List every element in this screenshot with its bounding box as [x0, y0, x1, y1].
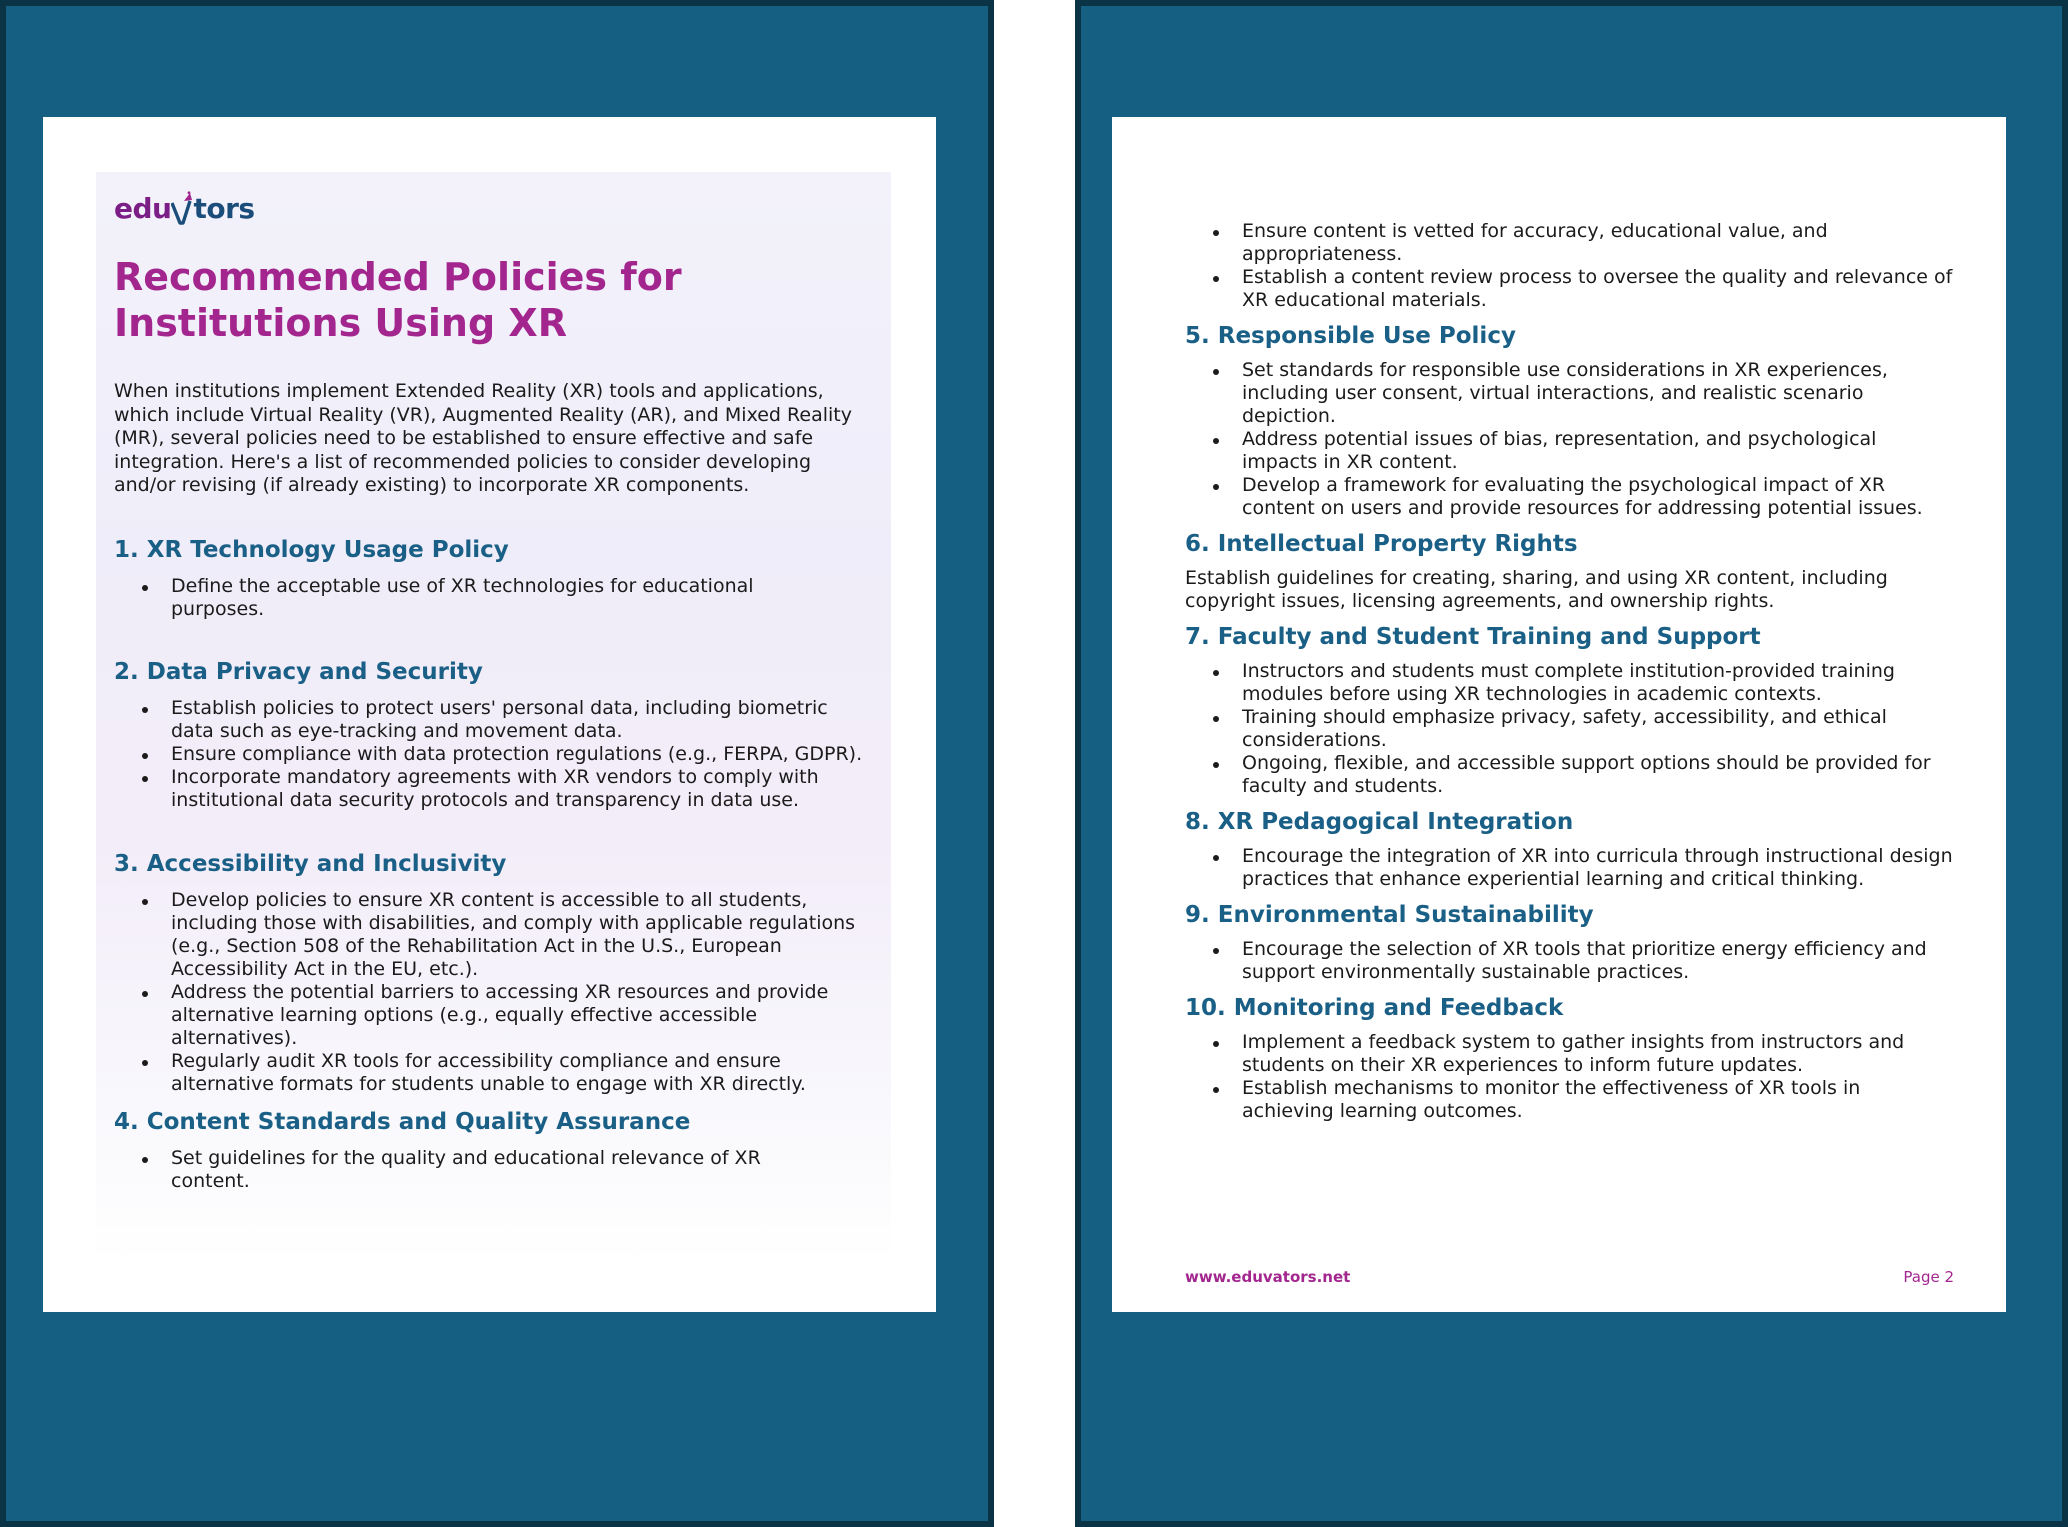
list-item: Ensure compliance with data protection regulations (e.g., FERPA, GDPR). — [114, 743, 874, 766]
list-item: Training should emphasize privacy, safety, accessibility, and ethical considerations. — [1185, 706, 1955, 752]
logo-text-edu: edu — [114, 191, 172, 225]
section-4-heading: 4. Content Standards and Quality Assurance — [114, 1108, 691, 1135]
list-item: Establish mechanisms to monitor the effectiveness of XR tools in achieving learning outcomes. — [1185, 1077, 1955, 1123]
section-1-heading: 1. XR Technology Usage Policy — [114, 536, 509, 563]
list-item: Set guidelines for the quality and educational relevance of XR content. — [114, 1147, 834, 1193]
page-title — [114, 254, 874, 346]
intro-paragraph: When institutions implement Extended Reality (XR) tools and applications, which include Virtual Reality (VR), Augmented Reality (AR), and Mixed Reality (MR), several policies need to be established to ensure effective and safe integration. Here's a list of recommended policies to consider developing and/or revising (if already existing) to incorporate XR components. — [114, 380, 852, 496]
page-hero-background — [96, 172, 891, 1262]
title-line-2: Institutions Using XR — [114, 301, 567, 345]
section-3-list — [114, 889, 874, 1096]
list-item: Regularly audit XR tools for accessibility compliance and ensure alternative formats for students unable to engage with XR directly. — [114, 1050, 874, 1096]
list-item: Encourage the integration of XR into curricula through instructional design practices that enhance experiential learning and critical thinking. — [1185, 845, 1955, 891]
list-item: Set standards for responsible use considerations in XR experiences, including user consent, virtual interactions, and realistic scenario depiction. — [1185, 359, 1955, 428]
logo-v-mark — [171, 191, 193, 225]
logo-text-tors: tors — [193, 191, 255, 225]
list-item: Define the acceptable use of XR technologies for educational purposes. — [114, 575, 834, 621]
section-4-list — [114, 1147, 874, 1193]
list-item: Establish policies to protect users' personal data, including biometric data such as eye-tracking and movement data. — [114, 697, 874, 743]
section-10-heading: 10. Monitoring and Feedback — [1185, 995, 1564, 1021]
section-3-heading: 3. Accessibility and Inclusivity — [114, 850, 507, 877]
list-item: Encourage the selection of XR tools that prioritize energy efficiency and support environmentally sustainable practices. — [1185, 938, 1955, 984]
section-10-list — [1185, 1031, 1955, 1123]
section-9-list — [1185, 938, 1955, 984]
section-7-heading: 7. Faculty and Student Training and Support — [1185, 624, 1761, 650]
section-2-heading: 2. Data Privacy and Security — [114, 658, 483, 685]
list-item: Ongoing, flexible, and accessible support options should be provided for faculty and students. — [1185, 752, 1955, 798]
list-item: Develop policies to ensure XR content is accessible to all students, including those with disabilities, and comply with applicable regulations (e.g., Section 508 of the Rehabilitation Act in the U.S., European Accessibility Act in the EU, etc.). — [114, 889, 874, 981]
title-line-1: Recommended Policies for — [114, 255, 682, 299]
list-item: Establish a content review process to oversee the quality and relevance of XR educational materials. — [1185, 266, 1955, 312]
list-item: Implement a feedback system to gather insights from instructors and students on their XR experiences to inform future updates. — [1185, 1031, 1955, 1077]
document-page-1 — [43, 117, 936, 1312]
section-8-list — [1185, 845, 1955, 891]
eduvators-logo — [114, 186, 874, 230]
list-item: Instructors and students must complete institution-provided training modules before using XR technologies in academic contexts. — [1185, 660, 1955, 706]
section-1-list — [114, 575, 874, 621]
section-7-list — [1185, 660, 1955, 798]
list-item: Address potential issues of bias, representation, and psychological impacts in XR content. — [1185, 428, 1955, 474]
document-page-2 — [1112, 117, 2006, 1312]
list-item: Develop a framework for evaluating the psychological impact of XR content on users and provide resources for addressing potential issues. — [1185, 474, 1955, 520]
footer-website-link[interactable]: www.eduvators.net — [1185, 1268, 1351, 1286]
section-8-heading: 8. XR Pedagogical Integration — [1185, 809, 1574, 835]
list-item: Incorporate mandatory agreements with XR vendors to comply with institutional data security protocols and transparency in data use. — [114, 766, 874, 812]
section-6-paragraph: Establish guidelines for creating, sharing, and using XR content, including copyright issues, licensing agreements, and ownership rights. — [1185, 567, 1888, 612]
footer-page-number: Page 2 — [1903, 1268, 1954, 1286]
page-2-content — [1185, 220, 1955, 1123]
section-5-heading: 5. Responsible Use Policy — [1185, 323, 1516, 349]
section-6-heading: 6. Intellectual Property Rights — [1185, 531, 1578, 557]
section-5-list — [1185, 359, 1955, 520]
section-9-heading: 9. Environmental Sustainability — [1185, 902, 1594, 928]
list-item: Ensure content is vetted for accuracy, educational value, and appropriateness. — [1185, 220, 1955, 266]
section-2-list — [114, 697, 874, 812]
section-4-continued-list — [1185, 220, 1955, 312]
logo-v-icon — [171, 191, 193, 225]
list-item: Address the potential barriers to accessing XR resources and provide alternative learning options (e.g., equally effective accessible alternatives). — [114, 981, 874, 1050]
